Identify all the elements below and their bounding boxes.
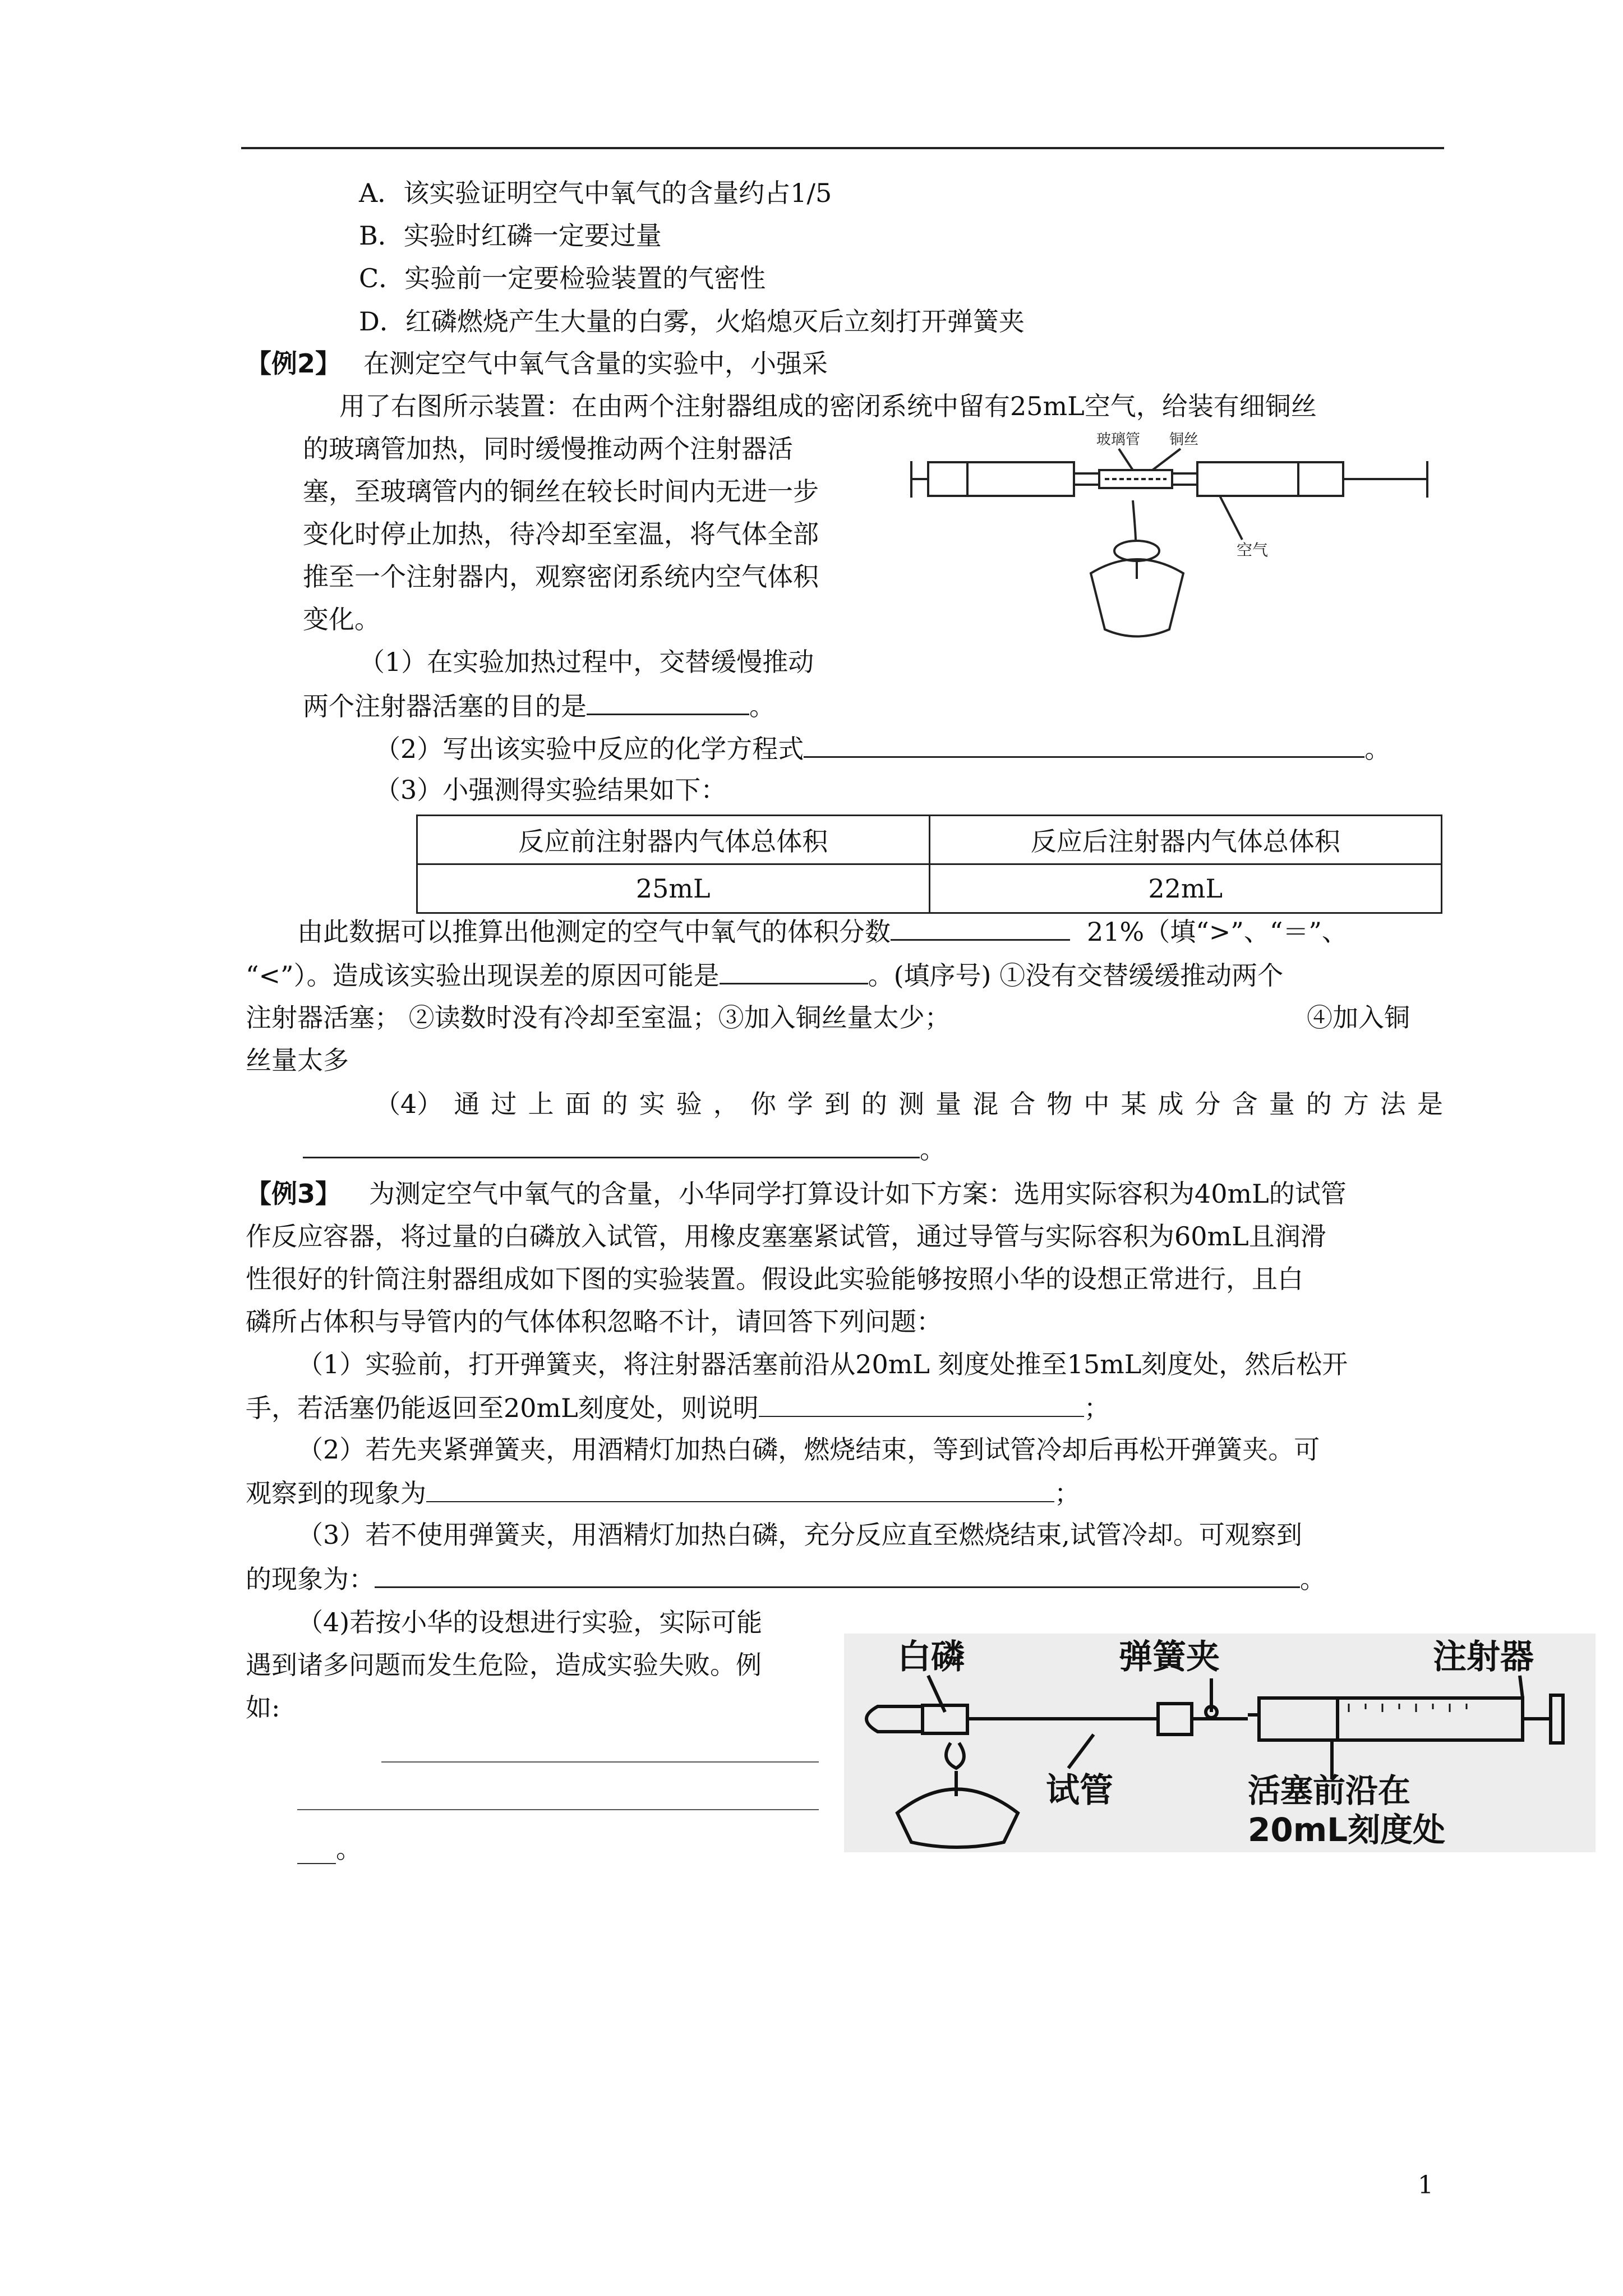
q4-char: 方	[1343, 1089, 1369, 1119]
cause-option-4-cont: 丝量太多	[246, 1045, 349, 1075]
q4-char: 某	[1121, 1089, 1147, 1119]
q4-char: 学	[787, 1089, 813, 1119]
example-2-q2-text: （2）写出该实验中反应的化学方程式	[375, 734, 804, 764]
example-3-q1-text: 手，若活塞仍能返回至20mL刻度处，则说明	[246, 1393, 759, 1423]
q4-char: （4）	[375, 1089, 443, 1119]
example-2-wrap-3: 变化时停止加热，待冷却至室温，将气体全部	[303, 519, 819, 549]
phosphorus-apparatus-drawing	[844, 1634, 1596, 1852]
header-rule	[241, 147, 1444, 149]
cause-options-line: 注射器活塞； ②读数时没有冷却至室温；③加入铜丝量太少；	[246, 1002, 951, 1033]
example-2-tag: 【例2】	[246, 348, 342, 379]
example-3-q3-text: 的现象为：	[246, 1564, 375, 1594]
example-2-q1-end: 。	[749, 691, 775, 721]
example-2-q3: （3）小强测得实验结果如下：	[375, 775, 727, 805]
q4-char: 通	[454, 1089, 480, 1119]
example-2-q2-end: 。	[1364, 734, 1391, 764]
example-2-wrap-5: 变化。	[303, 604, 380, 634]
answer-blank-ex3-q1[interactable]	[759, 1391, 1084, 1417]
example-2-q2-line	[375, 731, 1390, 765]
two-syringe-apparatus-figure	[906, 427, 1441, 652]
example-2-text-line: 用了右图所示装置：在由两个注射器组成的密闭系统中留有25mL空气，给装有细铜丝	[339, 391, 1317, 421]
q4-char: 物	[1046, 1089, 1073, 1119]
example-2-wrap-2: 塞，至玻璃管内的铜丝在较长时间内无进一步	[303, 476, 819, 507]
example-3-line-2: 作反应容器，将过量的白磷放入试管，用橡皮塞塞紧试管，通过导管与实际容积为60mL且润滑	[246, 1221, 1326, 1251]
example-2-wrap-4: 推至一个注射器内，观察密闭系统内空气体积	[303, 562, 819, 592]
q4-char: 含	[1232, 1089, 1258, 1119]
label-air: 空气	[1237, 541, 1269, 559]
example-3-q4-line1: （4)若按小华的设想进行实验，实际可能	[297, 1607, 763, 1637]
q4-char: 分	[1195, 1089, 1221, 1119]
table-header-after: 反应后注射器内气体总体积	[929, 816, 1442, 864]
q4-char: 量	[935, 1089, 962, 1119]
example-3-q3-line2	[246, 1562, 1326, 1595]
answer-blank-q2[interactable]	[804, 731, 1364, 758]
q4-char: 法	[1380, 1089, 1406, 1119]
table-value-after: 22mL	[929, 864, 1442, 913]
example-3-line-4: 磷所占体积与导管内的气体体积忽略不计，请回答下列问题：	[246, 1306, 942, 1337]
example-2-q1-line1: （1）在实验加热过程中，交替缓慢推动	[359, 647, 814, 677]
example-2-q4-answer	[303, 1132, 946, 1165]
example-3-line-3: 性很好的针筒注射器组成如下图的实验装置。假设此实验能够按照小华的设想正常进行，且白	[246, 1264, 1303, 1294]
example-3-q2-end: ；	[1054, 1478, 1080, 1508]
q4-char: 的	[1306, 1089, 1332, 1119]
result-table	[416, 815, 1442, 914]
answer-blank-cause[interactable]	[720, 958, 868, 984]
example-2-wrap-1: 的玻璃管加热，同时缓慢推动两个注射器活	[303, 434, 793, 464]
option-c: C．实验前一定要检验装置的气密性	[359, 263, 766, 293]
example-3-q1-line2	[246, 1391, 1110, 1424]
table-header-before: 反应前注射器内气体总体积	[417, 816, 930, 864]
cause-option-4: ④加入铜	[1307, 1002, 1410, 1033]
label-test-tube: 试管	[1046, 1771, 1113, 1810]
inference-line	[297, 914, 1348, 947]
answer-blank-ex3-q4-b[interactable]	[297, 1809, 819, 1810]
example-2-q4-line	[375, 1088, 1443, 1120]
q4-char: 实	[639, 1089, 665, 1119]
example-3-q3-line1: （3）若不使用弹簧夹，用酒精灯加热白磷，充分反应直至燃烧结束,试管冷却。可观察到	[297, 1520, 1302, 1550]
example-2-q1-text: 两个注射器活塞的目的是	[303, 691, 587, 721]
example-3-q3-end: 。	[1300, 1564, 1326, 1594]
example-3-q4-end: ___。	[297, 1834, 362, 1864]
label-copper-wire: 铜丝	[1169, 431, 1199, 448]
q4-char: 成	[1158, 1089, 1184, 1119]
example-2-heading	[246, 348, 828, 379]
table-row	[417, 816, 1442, 864]
label-glass-tube: 玻璃管	[1096, 431, 1141, 448]
q4-char: 上	[528, 1089, 554, 1119]
q4-char: 的	[861, 1089, 888, 1119]
q4-char: 面	[565, 1089, 591, 1119]
inference-fill-hint: 21%（填“>”、“＝”、	[1087, 917, 1348, 947]
example-2-q4-end: 。	[920, 1134, 946, 1165]
q4-char: 中	[1083, 1089, 1110, 1119]
answer-blank-q1[interactable]	[587, 689, 749, 715]
table-row	[417, 864, 1442, 913]
q4-char: 验	[676, 1089, 702, 1119]
example-3-q2-line1: （2）若先夹紧弹簧夹，用酒精灯加热白磷，燃烧结束，等到试管冷却后再松开弹簧夹。可	[297, 1434, 1320, 1465]
q4-char: 过	[491, 1089, 517, 1119]
q4-char: ，	[713, 1089, 739, 1119]
cause-options-start: 。(填序号) ①没有交替缓缓推动两个	[868, 960, 1284, 991]
q4-char: 的	[602, 1089, 628, 1119]
syringe-apparatus-drawing	[906, 427, 1441, 652]
example-3-q1-end: ；	[1083, 1393, 1110, 1423]
answer-blank-q4[interactable]	[303, 1132, 920, 1158]
example-2-q1-line2	[303, 689, 775, 722]
label-plunger-mark: 20mL刻度处	[1248, 1811, 1446, 1849]
cause-text: “<”）。造成该实验出现误差的原因可能是	[246, 960, 720, 991]
label-spring-clamp: 弹簧夹	[1119, 1637, 1220, 1677]
white-phosphorus-apparatus-figure	[844, 1634, 1596, 1852]
q4-char: 测	[898, 1089, 925, 1119]
answer-blank-ex3-q4-a[interactable]	[381, 1761, 819, 1763]
inference-text: 由此数据可以推算出他测定的空气中氧气的体积分数	[297, 917, 891, 947]
cause-line	[246, 958, 1283, 991]
example-2-intro: 在测定空气中氧气含量的实验中，小强采	[363, 348, 828, 379]
answer-blank-ex3-q3[interactable]	[375, 1562, 1300, 1588]
q4-char: 到	[824, 1089, 850, 1119]
answer-blank-ex3-q2[interactable]	[426, 1476, 1054, 1502]
example-3-tag: 【例3】	[246, 1179, 342, 1209]
q4-char: 混	[972, 1089, 999, 1119]
example-3-q2-text: 观察到的现象为	[246, 1478, 426, 1508]
label-syringe: 注射器	[1433, 1637, 1534, 1677]
example-3-q4-line2: 遇到诸多问题而发生危险，造成实验失败。例	[246, 1650, 762, 1680]
q4-char: 你	[750, 1089, 776, 1119]
label-plunger-front: 活塞前沿在	[1248, 1772, 1411, 1810]
q4-char: 是	[1417, 1089, 1443, 1119]
example-3-q1-line1: （1）实验前，打开弹簧夹，将注射器活塞前沿从20mL 刻度处推至15mL刻度处，然后松开	[297, 1349, 1348, 1379]
q4-char: 合	[1009, 1089, 1036, 1119]
q4-char: 量	[1269, 1089, 1295, 1119]
answer-blank-fraction[interactable]	[891, 914, 1070, 941]
option-b: B．实验时红磷一定要过量	[359, 220, 662, 251]
example-3-q2-line2	[246, 1476, 1080, 1509]
example-3-heading	[246, 1178, 1347, 1209]
option-a: A．该实验证明空气中氧气的含量约占1/5	[359, 178, 832, 208]
page-number: 1	[1418, 2171, 1433, 2200]
example-3-line-1: 为测定空气中氧气的含量，小华同学打算设计如下方案：选用实际容积为40mL的试管	[369, 1179, 1347, 1209]
label-white-phosphorus: 白磷	[897, 1637, 965, 1677]
example-3-q4-line3: 如:	[246, 1692, 280, 1723]
table-value-before: 25mL	[417, 864, 930, 913]
option-d: D．红磷燃烧产生大量的白雾，火焰熄灭后立刻打开弹簧夹	[359, 306, 1025, 337]
